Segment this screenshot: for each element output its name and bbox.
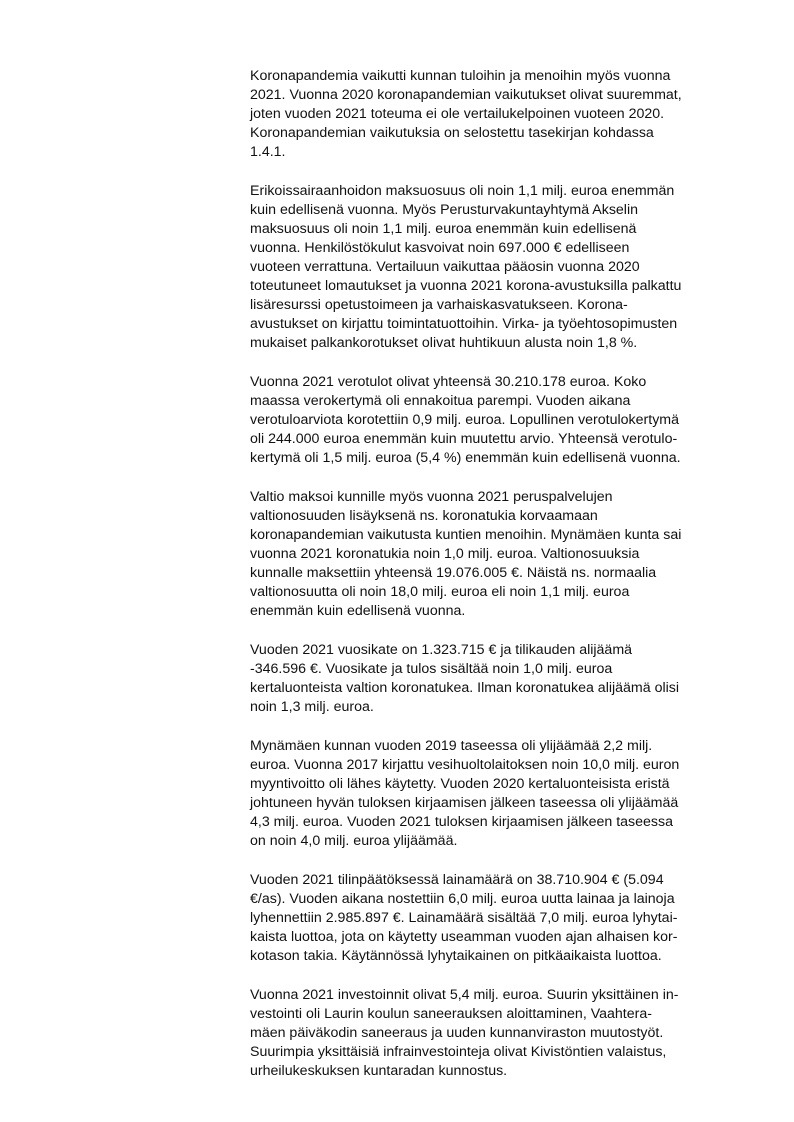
text-line: kotason takia. Käytännössä lyhytaikainen on pitkäaikaista luottoa. (250, 948, 662, 964)
paragraph-state-subsidies (250, 488, 738, 621)
text-line: vuonna 2021 koronatukia noin 1,0 milj. euroa. Valtionosuuksia (250, 546, 640, 562)
text-line: joten vuoden 2021 toteuma ei ole vertailukelpoinen vuoteen 2020. (250, 106, 665, 122)
text-line: valtionosuutta oli noin 18,0 milj. euroa eli noin 1,1 milj. euroa (250, 584, 630, 600)
paragraph-healthcare-costs (250, 182, 738, 353)
text-line: euroa. Vuonna 2017 kirjattu vesihuoltolaitoksen noin 10,0 milj. euron (250, 757, 680, 773)
text-line: Valtio maksoi kunnille myös vuonna 2021 peruspalvelujen (250, 489, 613, 505)
paragraph-tax-revenue (250, 373, 738, 468)
text-line: vuonna. Henkilöstökulut kasvoivat noin 697.000 € edelliseen (250, 240, 630, 256)
text-line: kuin edellisenä vuonna. Myös Perusturvakuntayhtymä Akselin (250, 202, 639, 218)
text-line: verotuloarviota korotettiin 0,9 milj. euroa. Lopullinen verotulokertymä (250, 412, 679, 428)
text-line: toteutuneet lomautukset ja vuonna 2021 korona-avustuksilla palkattu (250, 278, 682, 294)
text-line: Koronapandemia vaikutti kunnan tuloihin ja menoihin myös vuonna (250, 68, 671, 84)
text-line: €/as). Vuoden aikana nostettiin 6,0 milj. euroa uutta lainaa ja lainoja (250, 891, 675, 907)
paragraph-balance-surplus (250, 737, 738, 851)
text-line: maassa verokertymä oli ennakoitua parempi. Vuoden aikana (250, 393, 631, 409)
text-line: kertymä oli 1,5 milj. euroa (5,4 %) enemmän kuin edellisenä vuonna. (250, 450, 681, 466)
text-line: Koronapandemian vaikutuksia on selostettu tasekirjan kohdassa (250, 125, 654, 141)
body-text (250, 67, 738, 1101)
paragraph-loans (250, 871, 738, 966)
text-line: maksuosuus oli noin 1,1 milj. euroa enemmän kuin edellisenä (250, 221, 637, 237)
text-line: kertaluonteista valtion koronatukea. Ilman koronatukea alijäämä olisi (250, 680, 680, 696)
paragraph-covid-impact (250, 67, 738, 162)
text-line: vestointi oli Laurin koulun saneerauksen aloittaminen, Vaahtera- (250, 1006, 652, 1022)
text-line: Suurimpia yksittäisiä infrainvestointeja olivat Kivistöntien valaistus, (250, 1044, 667, 1060)
text-line: lyhennettiin 2.985.897 €. Lainamäärä sisältää 7,0 milj. euroa lyhytai- (250, 910, 678, 926)
text-line: myyntivoitto oli lähes käytetty. Vuoden 2020 kertaluonteisista eristä (250, 776, 670, 792)
text-line: Vuonna 2021 investoinnit olivat 5,4 milj. euroa. Suurin yksittäinen in- (250, 987, 679, 1003)
text-line: Vuonna 2021 verotulot olivat yhteensä 30.210.178 euroa. Koko (250, 374, 647, 390)
text-line: Vuoden 2021 tilinpäätöksessä lainamäärä on 38.710.904 € (5.094 (250, 872, 664, 888)
text-line: noin 1,3 milj. euroa. (250, 699, 374, 715)
text-line: enemmän kuin edellisenä vuonna. (250, 603, 466, 619)
text-line: valtionosuuden lisäyksenä ns. koronatukia korvaamaan (250, 508, 598, 524)
text-line: urheilukeskuksen kuntaradan kunnostus. (250, 1063, 508, 1079)
text-line: oli 244.000 euroa enemmän kuin muutettu arvio. Yhteensä verotulo- (250, 431, 678, 447)
text-line: kunnalle maksettiin yhteensä 19.076.005 €. Näistä ns. normaalia (250, 565, 657, 581)
text-line: mukaiset palkankorotukset olivat huhtikuun alusta noin 1,8 %. (250, 335, 638, 351)
text-line: kaista luottoa, jota on käytetty useamman vuoden ajan alhaisen kor- (250, 929, 678, 945)
text-line: mäen päiväkodin saneeraus ja uuden kunnanviraston muutostyöt. (250, 1025, 664, 1041)
paragraph-annual-margin (250, 641, 738, 717)
text-line: 4,3 milj. euroa. Vuoden 2021 tuloksen kirjaamisen jälkeen taseessa (250, 814, 673, 830)
paragraph-investments (250, 986, 738, 1081)
text-line: lisäresurssi opetustoimeen ja varhaiskasvatukseen. Korona- (250, 297, 628, 313)
text-line: Mynämäen kunnan vuoden 2019 taseessa oli ylijäämää 2,2 milj. (250, 738, 653, 754)
text-line: 2021. Vuonna 2020 koronapandemian vaikutukset olivat suuremmat, (250, 87, 682, 103)
text-line: Vuoden 2021 vuosikate on 1.323.715 € ja tilikauden alijäämä (250, 642, 633, 658)
text-line: -346.596 €. Vuosikate ja tulos sisältää noin 1,0 milj. euroa (250, 661, 613, 677)
text-line: Erikoissairaanhoidon maksuosuus oli noin 1,1 milj. euroa enemmän (250, 183, 675, 199)
text-line: on noin 4,0 milj. euroa ylijäämää. (250, 833, 458, 849)
text-line: johtuneen hyvän tuloksen kirjaamisen jälkeen taseessa oli ylijäämää (250, 795, 679, 811)
text-line: vuoteen verrattuna. Vertailuun vaikuttaa pääosin vuonna 2020 (250, 259, 640, 275)
text-line: avustukset on kirjattu toimintatuottoihin. Virka- ja työehtosopimusten (250, 316, 678, 332)
text-line: 1.4.1. (250, 144, 286, 160)
text-line: koronapandemian vaikutusta kuntien menoihin. Mynämäen kunta sai (250, 527, 682, 543)
